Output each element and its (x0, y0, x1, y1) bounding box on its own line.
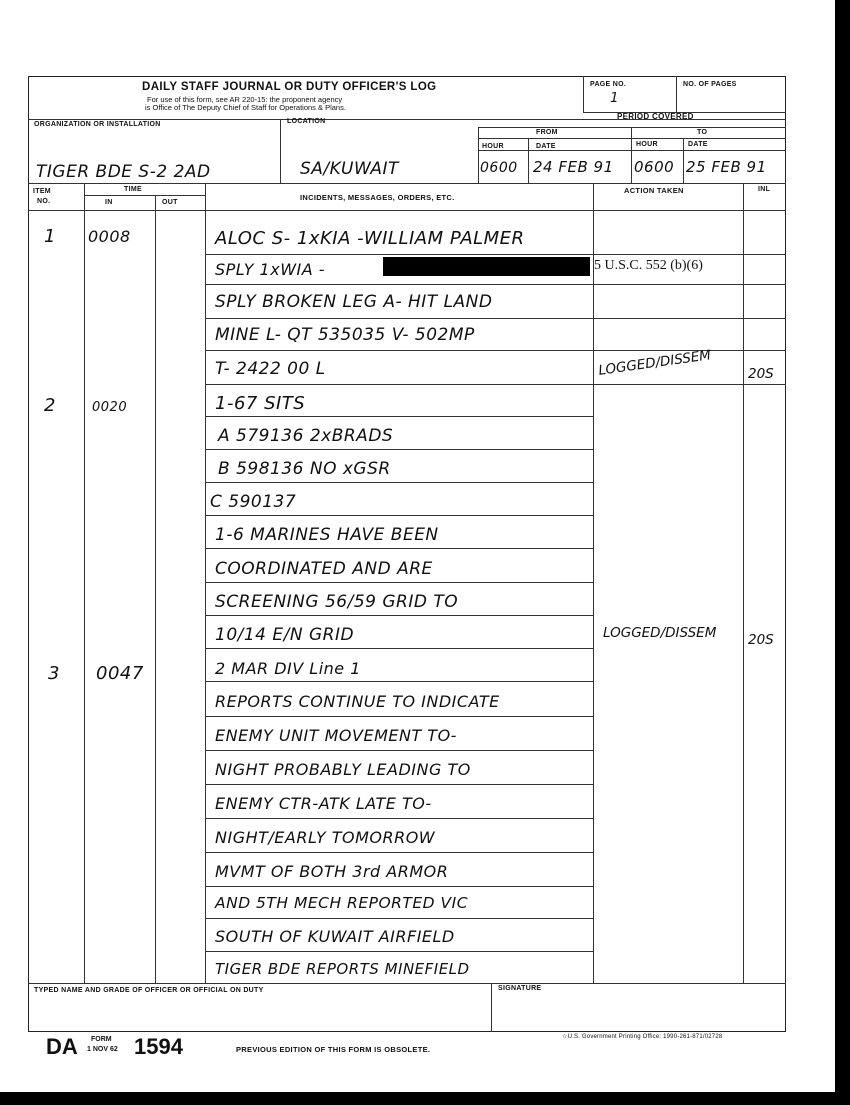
entry-time-in: 0008 (88, 227, 131, 246)
incident-line: B 598136 NO xGSR (218, 459, 391, 479)
form-date: 1 NOV 62 (87, 1046, 118, 1053)
to-date-label: DATE (688, 141, 708, 148)
from-hour-value: 0600 (480, 160, 518, 176)
incident-line: ALOC S- 1xKIA -WILLIAM PALMER (215, 228, 525, 249)
page-no-value: 1 (610, 90, 619, 106)
row-line (205, 582, 593, 583)
incident-line: ENEMY UNIT MOVEMENT TO- (215, 726, 457, 745)
to-label: TO (697, 129, 708, 136)
to-hour-label: HOUR (636, 141, 658, 148)
divider (280, 119, 281, 183)
divider (478, 138, 786, 139)
entry-time-in: 0020 (92, 400, 128, 415)
row-line (205, 284, 786, 285)
incident-line: SPLY 1xWIA - (215, 260, 326, 279)
time-in-label: IN (105, 199, 113, 206)
divider (676, 76, 677, 112)
from-date-label: DATE (536, 143, 556, 150)
location-label: LOCATION (287, 118, 326, 125)
incident-line: 1-6 MARINES HAVE BEEN (215, 525, 439, 545)
incident-line: SCREENING 56/59 GRID TO (215, 592, 459, 612)
divider (583, 76, 584, 112)
scan-edge-right (835, 0, 850, 1092)
action-initials: 20S (748, 366, 774, 382)
previous-edition-notice: PREVIOUS EDITION OF THIS FORM IS OBSOLETE. (236, 1045, 431, 1054)
row-line (205, 515, 593, 516)
item-column-label: ITEM (33, 188, 51, 195)
incident-line: C 590137 (210, 492, 297, 512)
incident-line: MINE L- QT 535035 V- 502MP (215, 325, 475, 345)
incident-line: REPORTS CONTINUE TO INDICATE (215, 692, 500, 711)
form-da-label: DA (46, 1034, 78, 1059)
incident-line: T- 2422 00 L (215, 359, 326, 379)
incident-line: NIGHT PROBABLY LEADING TO (215, 760, 471, 779)
entry-item-number: 2 (44, 395, 56, 416)
inl-column-label: INL (758, 186, 771, 193)
incident-line: TIGER BDE REPORTS MINEFIELD (215, 960, 470, 978)
redaction-exemption-note: 5 U.S.C. 552 (b)(6) (594, 258, 703, 273)
action-initials: 20S (748, 632, 774, 648)
form-title: DAILY STAFF JOURNAL OR DUTY OFFICER'S LOG (142, 81, 437, 93)
divider (491, 983, 492, 1032)
divider (28, 983, 786, 984)
row-line (205, 886, 593, 887)
row-line (205, 254, 786, 255)
incident-line: NIGHT/EARLY TOMORROW (215, 828, 436, 847)
action-taken-column-label: ACTION TAKEN (624, 186, 684, 195)
signature-label: SIGNATURE (498, 985, 542, 992)
divider (631, 127, 632, 183)
row-line (205, 384, 786, 385)
incidents-column-label: INCIDENTS, MESSAGES, ORDERS, ETC. (300, 193, 455, 202)
action-taken-entry: LOGGED/DISSEM (603, 625, 717, 641)
divider (28, 183, 786, 184)
divider (743, 183, 744, 983)
incident-line: 2 MAR DIV Line 1 (215, 659, 361, 678)
form-subtitle-line1: For use of this form, see AR 220-15: the proponent agency (147, 95, 343, 104)
divider (84, 195, 205, 196)
time-out-label: OUT (162, 199, 178, 206)
row-line (205, 615, 593, 616)
row-line (205, 416, 593, 417)
divider (155, 195, 156, 983)
entry-item-number: 1 (44, 226, 56, 247)
row-line (205, 951, 593, 952)
divider (593, 183, 594, 983)
row-line (205, 750, 593, 751)
from-label: FROM (536, 129, 558, 136)
divider (205, 183, 206, 983)
row-line (205, 784, 593, 785)
incident-line: AND 5TH MECH REPORTED VIC (215, 894, 469, 912)
action-taken-entry: LOGGED/DISSEM (597, 347, 712, 379)
incident-line: SOUTH OF KUWAIT AIRFIELD (215, 927, 455, 946)
row-line (205, 548, 593, 549)
typed-name-label: TYPED NAME AND GRADE OF OFFICER OR OFFICIAL ON DUTY (34, 987, 264, 994)
no-of-pages-label: NO. OF PAGES (683, 81, 737, 88)
divider (28, 210, 786, 211)
divider (478, 127, 479, 183)
incident-line: COORDINATED AND ARE (215, 559, 433, 579)
divider (84, 183, 85, 983)
from-date-value: 24 FEB 91 (533, 158, 614, 176)
form-subtitle-line2: is Office of The Deputy Chief of Staff for Operations & Plans. (145, 103, 346, 112)
row-line (205, 716, 593, 717)
divider (528, 138, 529, 183)
row-line (205, 918, 593, 919)
entry-time-in: 0047 (96, 663, 144, 684)
row-line (205, 852, 593, 853)
divider (683, 138, 684, 183)
row-line (205, 648, 593, 649)
row-line (205, 449, 593, 450)
period-covered-label: PERIOD COVERED (617, 112, 694, 121)
duty-log-form (28, 76, 786, 1032)
incident-line: 1-67 SITS (215, 393, 306, 414)
row-line (205, 482, 593, 483)
redaction-bar (383, 257, 590, 276)
divider (478, 150, 786, 151)
incident-line: SPLY BROKEN LEG A- HIT LAND (215, 292, 493, 312)
incident-line: ENEMY CTR-ATK LATE TO- (215, 794, 432, 813)
scan-edge-bottom (0, 1092, 850, 1105)
organization-value: TIGER BDE S-2 2AD (36, 162, 211, 182)
form-number: 1594 (134, 1034, 183, 1059)
organization-label: ORGANIZATION OR INSTALLATION (34, 121, 161, 128)
row-line (205, 681, 593, 682)
incident-line: 10/14 E/N GRID (215, 625, 355, 645)
printing-office-note: ☆U.S. Government Printing Office: 1990-261-871/02728 (562, 1034, 723, 1040)
from-hour-label: HOUR (482, 143, 504, 150)
incident-line: A 579136 2xBRADS (218, 426, 394, 446)
entry-item-number: 3 (48, 663, 60, 684)
time-column-label: TIME (124, 186, 142, 193)
item-no-column-label: NO. (37, 198, 51, 205)
location-value: SA/KUWAIT (300, 159, 399, 179)
page-no-label: PAGE NO. (590, 81, 627, 88)
row-line (205, 318, 786, 319)
to-date-value: 25 FEB 91 (686, 158, 767, 176)
form-word: FORM (91, 1036, 112, 1043)
row-line (205, 818, 593, 819)
to-hour-value: 0600 (634, 158, 675, 176)
divider (478, 127, 786, 128)
incident-line: MVMT OF BOTH 3rd ARMOR (215, 862, 449, 881)
